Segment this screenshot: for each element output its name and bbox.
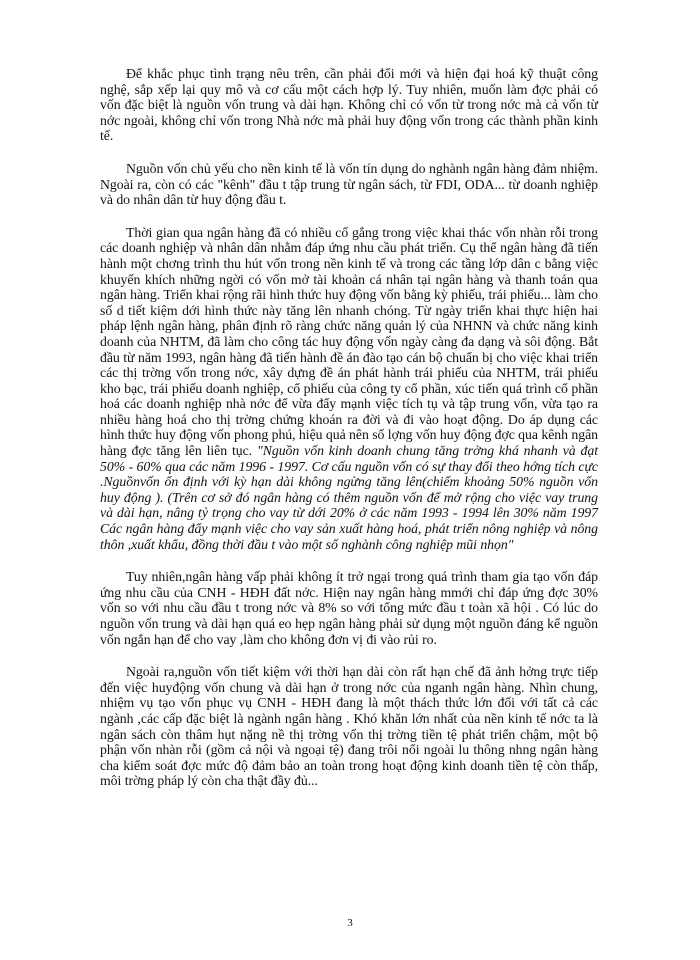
paragraph-bank-mobilization-text: Thời gian qua ngân hàng đã có nhiều cố gắng trong việc khai thác vốn nhàn rỗi trong các doanh nghiệp và nhân dân nhằm đáp ứng nhu cầu phát triển. Cụ thể ngân hàng đã tiến hành một chơng trình thu hút vốn trong nền kinh tế và trong các tầng lớp dân c bằng việc khuyến khích những ngời có vốn mở tài khoản cá nhân tại ngân hàng và thanh toán qua ngân hàng. Triển khai rộng rãi hình thức huy động vốn bằng kỳ phiếu, trái phiếu... làm cho số d tiết kiệm dới hình thức này tăng lên nhanh chóng. Từ ngày triển khai thực hiện hai pháp lệnh ngân hàng, phân định rõ ràng chức năng quản lý của NHNN và chức năng kinh doanh của NHTM, đã làm cho công tác huy động vốn ngày càng đa dạng và sôi động. Bắt đầu từ năm 1993, ngân hàng đã tiến hành đề án đào tạo cán bộ chuẩn bị cho việc khai triển các thị trờng vốn trong nớc, xây dựng đề án phát hành trái phiếu của NHTM, trái phiếu kho bạc, trái phiếu doanh nghiệp, cổ phiếu của công ty cổ phần, xúc tiến quá trình cổ phần hoá các doanh nghiệp nhà nớc để vừa đẩy mạnh việc tích tụ và tập trung vốn, vừa tạo ra nhiều hàng hoá cho thị trờng chứng khoán ra đời và đi vào hoạt động. Do áp dụng các hình thức huy động vốn phong phú, hiệu quả nên số lợng vốn huy động đợc qua kênh ngân hàng đợc tăng lên liên tục.: [100, 224, 598, 459]
paragraph-bank-mobilization: [100, 225, 598, 552]
paragraph-obstacles: Tuy nhiên,ngân hàng vấp phải không ít trở ngại trong quá trình tham gia tạo vốn đáp ứng nhu cầu của CNH - HĐH đất nớc. Hiện nay ngân hàng mmới chỉ đáp ứng đợc 30% vốn so với nhu cầu đầu t trong nớc và 8% so với tổng mức đầu t toàn xã hội . Có lúc do nguồn vốn trung và dài hạn quá eo hẹp ngân hàng phải sử dụng một nguồn đáng kể nguồn vốn ngắn hạn để cho vay ,làm cho không đơn vị đi vào rủi ro.: [100, 569, 598, 647]
text-column: [100, 66, 598, 806]
paragraph-capital-sources: Nguồn vốn chủ yếu cho nền kinh tế là vốn tín dụng do nghành ngân hàng đảm nhiệm. Ngoài ra, còn có các "kênh" đầu t tập trung từ ngân sách, từ FDI, ODA... từ doanh nghiệp và do nhân dân từ huy động đầu t.: [100, 160, 598, 208]
italic-quote: "Nguồn vốn kinh doanh chung tăng trởng khá nhanh và đạt 50% - 60% qua các năm 1996 - 1997. Cơ cấu nguồn vốn có sự thay đổi theo hớng tích cực .Nguồnvốn ổn định với kỳ hạn dài không ngừng tăng lên(chiếm khoảng 50% nguồn vốn huy động ). (Trên cơ sở đó ngân hàng có thêm nguồn vốn để mở rộng cho việc vay trung và dài hạn, nâng tỷ trọng cho vay từ dới 20% ở các năm 1993 - 1994 lên 30% năm 1997 Các ngân hàng đẩy mạnh việc cho vay sản xuất hàng hoá, phát triển nông nghiệp và nông thôn ,xuất khẩu, đồng thời đầu t vào một số nghành công nghiệp mũi nhọn": [100, 443, 598, 552]
page-number: 3: [347, 917, 353, 929]
paragraph-renovation: Để khắc phục tình trạng nêu trên, cần phải đổi mới và hiện đại hoá kỹ thuật công nghệ, sắp xếp lại quy mô và cơ cấu một cách hợp lý. Tuy nhiên, muốn làm đợc phải có vốn đặc biệt là nguồn vốn trung và dài hạn. Không chỉ có vốn từ trong nớc mà cả vốn từ nớc ngoài, không chỉ vốn trong Nhà nớc mà phải huy động vốn trong các thành phần kinh tế.: [100, 66, 598, 144]
paragraph-challenges: Ngoài ra,nguồn vốn tiết kiệm với thời hạn dài còn rất hạn chế đã ảnh hởng trực tiếp đến việc huyđộng vốn chung và dài hạn ở trong nớc của nganh ngân hàng. Nhìn chung, nhiệm vụ tạo vốn phục vụ CNH - HĐH đang là một thách thức lớn đối với tất cả các ngành ,các cấp đặc biệt là ngành ngân hàng . Khó khăn lớn nhất của nền kinh tế nớc ta là ngân sách còn thâm hụt nặng nề thị trờng vốn thị trờng tiền tệ phát triển chậm, một bộ phận vốn nhàn rỗi (gồm cả nội và ngoại tệ) đang trôi nổi ngoài lu thông nhng ngân hàng cha kiểm soát đợc mức độ đảm bảo an toàn trong hoạt động kinh doanh tiền tệ còn thấp, môi trờng pháp lý còn cha thật đầy đủ...: [100, 664, 598, 789]
